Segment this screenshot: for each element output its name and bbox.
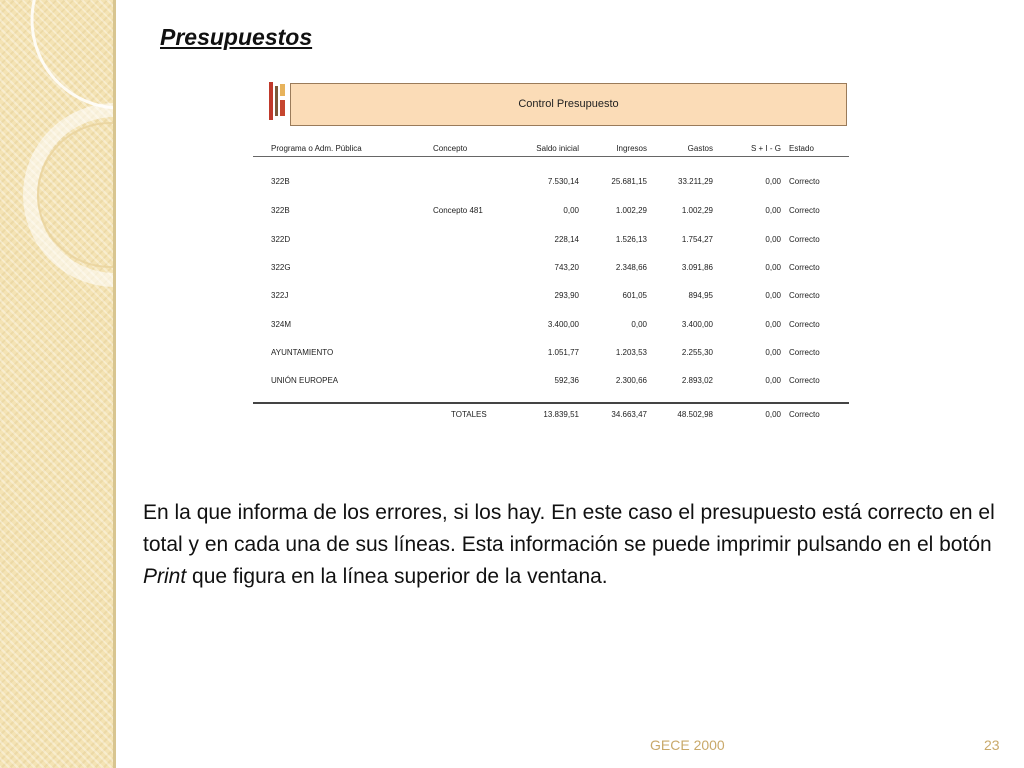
cell-programa: 322D (271, 235, 291, 244)
totals-rule (253, 402, 849, 404)
cell-programa: UNIÓN EUROPEA (271, 376, 339, 385)
cell-saldo: 7.530,14 (547, 177, 579, 186)
header-programa: Programa o Adm. Pública (271, 144, 362, 153)
cell-ingresos: 25.681,15 (611, 177, 647, 186)
cell-saldo: 3.400,00 (547, 320, 579, 329)
cell-ingresos: 2.300,66 (615, 376, 647, 385)
app-logo (267, 80, 289, 124)
cell-gastos: 894,95 (688, 291, 713, 300)
cell-sig: 0,00 (765, 263, 781, 272)
cell-estado: Correcto (789, 263, 820, 272)
slide-title: Presupuestos (160, 24, 313, 50)
cell-saldo: 1.051,77 (547, 348, 579, 357)
cell-sig: 0,00 (765, 177, 781, 186)
body-text-part2: que figura en la línea superior de la ventana. (186, 565, 608, 588)
cell-estado: Correcto (789, 206, 820, 215)
cell-ingresos: 1.526,13 (615, 235, 647, 244)
cell-saldo: 293,90 (554, 291, 579, 300)
cell-sig: 0,00 (765, 206, 781, 215)
cell-sig: 0,00 (765, 376, 781, 385)
cell-ingresos: 601,05 (622, 291, 647, 300)
cell-estado: Correcto (789, 320, 820, 329)
total-gastos: 48.502,98 (677, 410, 713, 419)
cell-saldo: 592,36 (554, 376, 579, 385)
report-title-bar (290, 83, 847, 126)
cell-programa: AYUNTAMIENTO (271, 348, 334, 357)
left-band-edge (113, 0, 116, 768)
report-title: Control Presupuesto (518, 98, 619, 110)
decorative-circles (0, 0, 113, 768)
budget-report-screenshot (253, 80, 849, 425)
footer-label: GECE 2000 (650, 737, 725, 753)
cell-sig: 0,00 (765, 235, 781, 244)
slide-body-text (143, 497, 1003, 593)
totals-label: TOTALES (451, 410, 487, 419)
cell-estado: Correcto (789, 235, 820, 244)
cell-estado: Correcto (789, 376, 820, 385)
total-saldo: 13.839,51 (543, 410, 579, 419)
cell-ingresos: 2.348,66 (615, 263, 647, 272)
cell-estado: Correcto (789, 291, 820, 300)
header-gastos: Gastos (687, 144, 713, 153)
cell-programa: 322B (271, 177, 290, 186)
body-text-part1: En la que informa de los errores, si los hay. En este caso el presupuesto está correcto en el total y en cada una de sus líneas. Esta información se puede imprimir pulsando en el botón (143, 501, 995, 556)
header-s-i-g: S + I - G (750, 144, 781, 153)
cell-estado: Correcto (789, 348, 820, 357)
cell-ingresos: 1.203,53 (615, 348, 647, 357)
cell-gastos: 2.255,30 (681, 348, 713, 357)
cell-sig: 0,00 (765, 291, 781, 300)
cell-programa: 322J (271, 291, 289, 300)
header-concepto: Concepto (433, 144, 468, 153)
cell-programa: 322G (271, 263, 291, 272)
cell-estado: Correcto (789, 177, 820, 186)
cell-sig: 0,00 (765, 320, 781, 329)
header-ingresos: Ingresos (616, 144, 647, 153)
header-rule (253, 156, 849, 157)
cell-saldo: 228,14 (554, 235, 579, 244)
cell-programa: 324M (271, 320, 292, 329)
cell-gastos: 33.211,29 (678, 177, 713, 186)
print-button-reference: Print (143, 565, 187, 588)
cell-ingresos: 1.002,29 (615, 206, 647, 215)
cell-concepto: Concepto 481 (433, 206, 483, 215)
cell-programa: 322B (271, 206, 290, 215)
header-estado: Estado (789, 144, 814, 153)
cell-gastos: 3.400,00 (681, 320, 713, 329)
cell-saldo: 0,00 (563, 206, 579, 215)
total-sig: 0,00 (765, 410, 781, 419)
cell-gastos: 1.754,27 (681, 235, 713, 244)
cell-saldo: 743,20 (554, 263, 579, 272)
cell-gastos: 1.002,29 (681, 206, 713, 215)
total-estado: Correcto (789, 410, 820, 419)
cell-sig: 0,00 (765, 348, 781, 357)
cell-gastos: 2.893,02 (681, 376, 713, 385)
header-saldo-inicial: Saldo inicial (536, 144, 579, 153)
cell-ingresos: 0,00 (631, 320, 647, 329)
page-number: 23 (984, 737, 1000, 753)
total-ingresos: 34.663,47 (611, 410, 647, 419)
cell-gastos: 3.091,86 (681, 263, 713, 272)
decorative-left-band (0, 0, 113, 768)
